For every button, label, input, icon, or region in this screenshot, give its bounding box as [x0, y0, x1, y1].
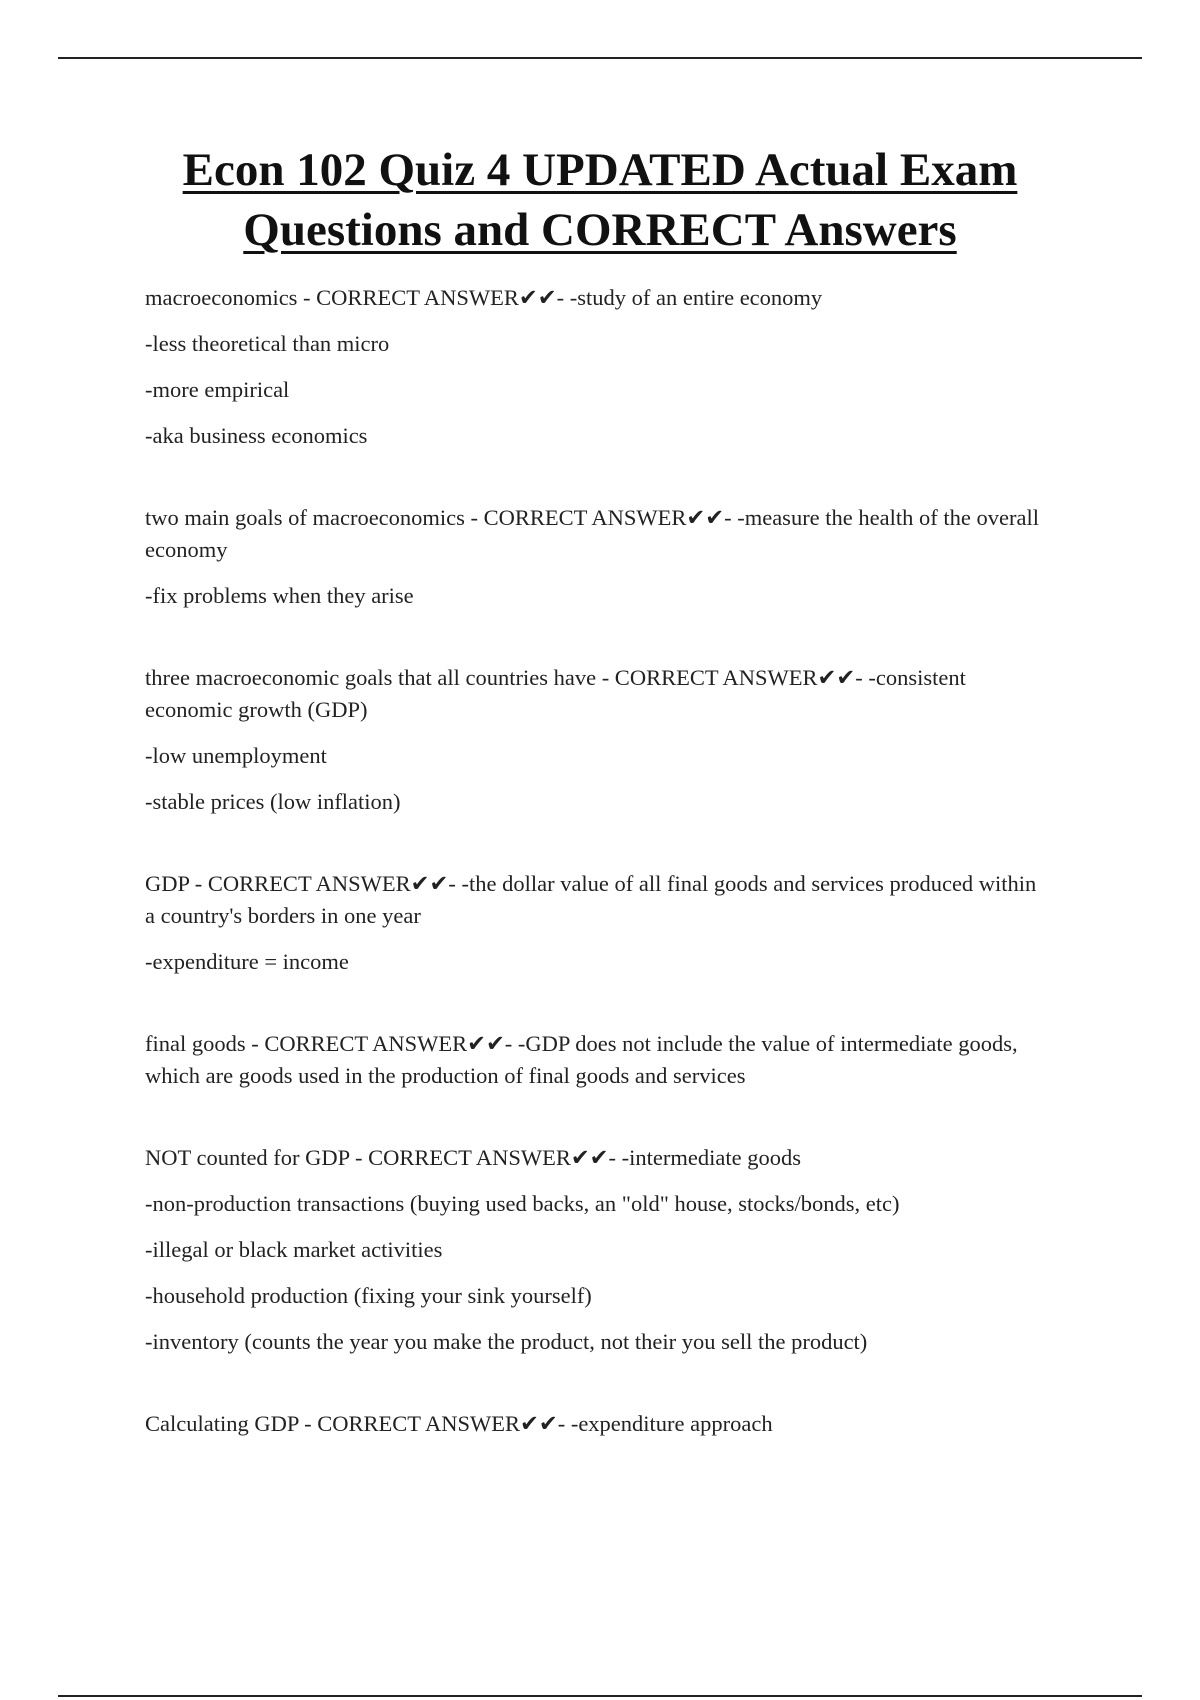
qa-question: Calculating GDP - CORRECT ANSWER✔✔- -expenditure approach	[145, 1411, 773, 1436]
qa-question: NOT counted for GDP - CORRECT ANSWER✔✔- -intermediate goods	[145, 1145, 801, 1170]
qa-question: two main goals of macroeconomics - CORRECT ANSWER✔✔- -measure the health of the overall economy	[145, 505, 1039, 562]
qa-entry-final-goods	[145, 1028, 1045, 1092]
qa-answer-line: -non-production transactions (buying used backs, an "old" house, stocks/bonds, etc)	[145, 1191, 900, 1216]
qa-answer-line: -inventory (counts the year you make the product, not their you sell the product)	[145, 1329, 868, 1354]
qa-answer-line: -household production (fixing your sink yourself)	[145, 1283, 592, 1308]
qa-entry-two-main-goals	[145, 502, 1045, 612]
document-title	[100, 140, 1100, 260]
top-rule	[58, 57, 1142, 59]
qa-question: three macroeconomic goals that all countries have - CORRECT ANSWER✔✔- -consistent economic growth (GDP)	[145, 665, 966, 722]
qa-answer-line: -low unemployment	[145, 743, 327, 768]
qa-answer-line: -less theoretical than micro	[145, 331, 390, 356]
qa-answer-line: -stable prices (low inflation)	[145, 789, 401, 814]
qa-question: macroeconomics - CORRECT ANSWER✔✔- -study of an entire economy	[145, 285, 823, 310]
qa-answer-line: -more empirical	[145, 377, 290, 402]
qa-question: GDP - CORRECT ANSWER✔✔- -the dollar value of all final goods and services produced within a country's borders in one year	[145, 871, 1037, 928]
qa-answer-line: -aka business economics	[145, 423, 368, 448]
qa-answer-line: -expenditure = income	[145, 949, 349, 974]
qa-entry-gdp	[145, 868, 1045, 978]
qa-entry-not-counted	[145, 1142, 1045, 1358]
qa-answer-line: -fix problems when they arise	[145, 583, 414, 608]
title-line-2: Questions and CORRECT Answers	[243, 204, 957, 256]
qa-entry-macroeconomics	[145, 282, 1045, 452]
qa-entry-three-goals	[145, 662, 1045, 818]
qa-content	[145, 282, 1045, 1490]
qa-entry-calculating-gdp	[145, 1408, 1045, 1440]
title-line-1: Econ 102 Quiz 4 UPDATED Actual Exam	[182, 144, 1018, 196]
qa-question: final goods - CORRECT ANSWER✔✔- -GDP does not include the value of intermediate goods, which are goods used in the production of final goods and services	[145, 1031, 1018, 1088]
bottom-rule	[58, 1695, 1142, 1697]
qa-answer-line: -illegal or black market activities	[145, 1237, 443, 1262]
